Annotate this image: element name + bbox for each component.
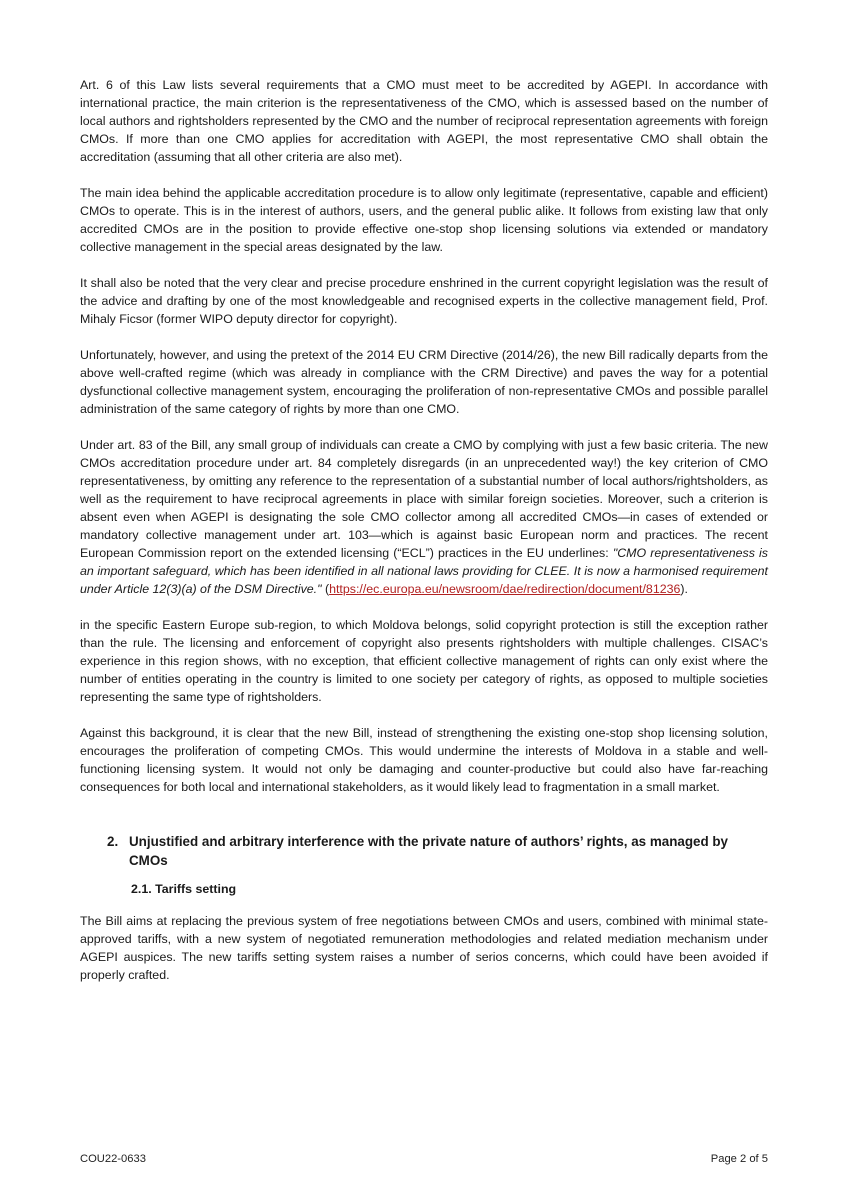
document-reference: COU22-0633 (80, 1153, 146, 1165)
ecl-quote: "CMO representativeness is an important safeguard, which has been identified in all national laws providing for CLEE. It is now a harmonised requirement under Article 12(3)(a) of the DSM Directive." (80, 546, 768, 596)
paragraph-ficsor-note: It shall also be noted that the very clear and precise procedure enshrined in the current copyright legislation was the result of the advice and drafting by one of the most knowledgeable and recognised experts in the collective management field, Prof. Mihaly Ficsor (former WIPO deputy director for copyright). (80, 276, 768, 326)
art-83-text: Under art. 83 of the Bill, any small group of individuals can create a CMO by complying with just a few basic criteria. The new CMOs accreditation procedure under art. 84 completely disregards (in an unprecedented way!) the key criterion of CMO representativeness, by omitting any reference to the representation of a substantial number of local authors/rightsholders, as well as the requirement to have reciprocal agreements in place with similar foreign societies. Moreover, such a criterion is absent even when AGEPI is designating the sole CMO collector among all accredited CMOs—in cases of extended or mandatory collective management under art. 103—which is against basic European norm and practices. The recent European Commission report on the extended licensing (“ECL”) practices in the EU underlines: (80, 438, 768, 560)
paragraph-new-bill-departs: Unfortunately, however, and using the pretext of the 2014 EU CRM Directive (2014/26), the new Bill radically departs from the above well-crafted regime (which was already in compliance with the CRM Directive) and paves the way for a potential dysfunctional collective management system, encouraging the proliferation of non-representative CMOs and possible parallel administration of the same category of rights by more than one CMO. (80, 348, 768, 416)
page-number: Page 2 of 5 (710, 1153, 768, 1165)
ec-report-link[interactable]: https://ec.europa.eu/newsroom/dae/redirection/document/81236 (329, 582, 681, 596)
paragraph-eastern-europe: in the specific Eastern Europe sub-region, to which Moldova belongs, solid copyright protection is still the exception rather than the rule. The licensing and enforcement of copyright also presents rightsholders with multiple challenges. CISAC’s experience in this region shows, with no exception, that efficient collective management of rights can only exist where the number of entities operating in the country is limited to one society per category of rights, as opposed to multiple societies representing the same type of rightsholders. (80, 618, 768, 704)
paragraph-accreditation-requirements: Art. 6 of this Law lists several requirements that a CMO must meet to be accredited by AGEPI. In accordance with international practice, the main criterion is the representativeness of the CMO, which is assessed based on the number of local authors and rightsholders represented by the CMO and the number of reciprocal representation agreements with foreign CMOs. If more than one CMO applies for accreditation with AGEPI, the most representative CMO shall obtain the accreditation (assuming that all other criteria are also met). (80, 78, 768, 164)
paragraph-art-83 (80, 436, 768, 598)
page-footer (80, 1150, 768, 1168)
paragraph-accreditation-idea: The main idea behind the applicable accreditation procedure is to allow only legitimate (representative, capable and efficient) CMOs to operate. This is in the interest of authors, users, and the general public alike. It follows from existing law that only accredited CMOs are in the position to provide effective one-stop shop licensing solutions via extended or mandatory collective management in the special areas designated by the law. (80, 186, 768, 254)
section-number: 2. (107, 834, 119, 849)
paragraph-tariffs: The Bill aims at replacing the previous system of free negotiations between CMOs and users, combined with minimal state-approved tariffs, with a new system of negotiated remuneration methodologies and related mediation mechanism under AGEPI auspices. The new tariffs setting system raises a number of serios concerns, which could have been avoided if properly crafted. (80, 914, 768, 982)
subsection-heading: 2.1. Tariffs setting (131, 882, 237, 896)
link-close-paren: ). (680, 582, 688, 596)
paragraph-background: Against this background, it is clear that the new Bill, instead of strengthening the existing one-stop shop licensing solution, encourages the proliferation of competing CMOs. This would undermine the interests of Moldova in a stable and well-functioning licensing system. It would not only be damaging and counter-productive but could also have far-reaching consequences for both local and international stakeholders, as it would likely lead to fragmentation in a small market. (80, 726, 768, 794)
link-open-paren: ( (321, 582, 330, 596)
document-body (80, 76, 768, 1002)
section-heading (80, 832, 768, 870)
section-title: Unjustified and arbitrary interference with the private nature of authors’ rights, as managed by CMOs (129, 834, 728, 868)
